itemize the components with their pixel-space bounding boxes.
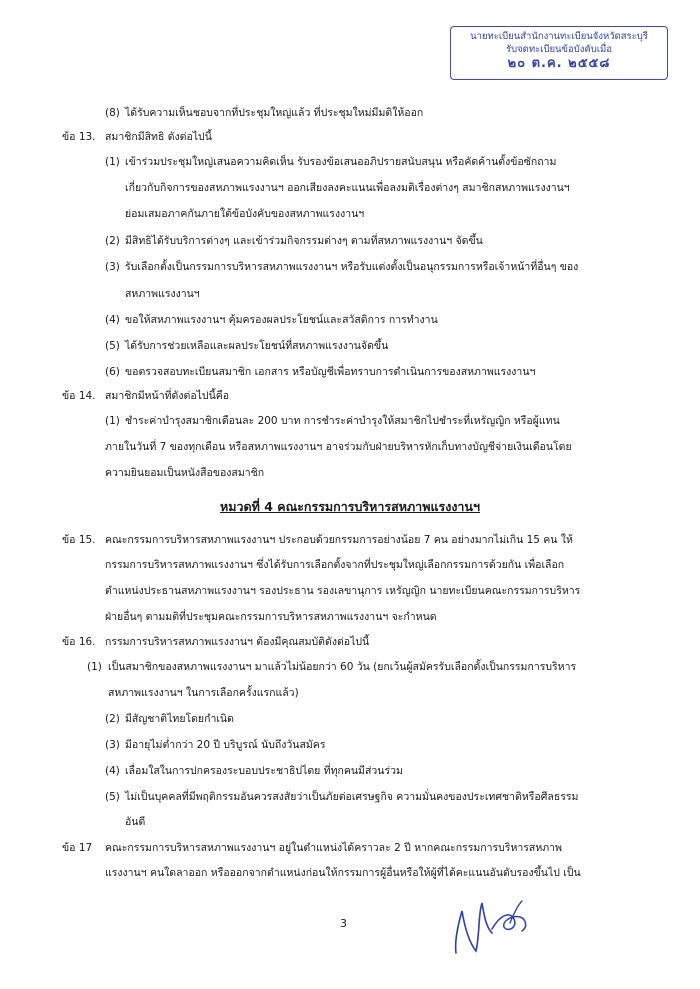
item-text: เกี่ยวกับกิจการของสหภาพแรงงานฯ ออกเสียงลงคะแนนเพื่อลงมติเรื่องต่างๆ สมาชิกสหภาพแรงงานฯ — [125, 182, 570, 194]
item-text: ได้รับความเห็นชอบจากที่ประชุมใหญ่แล้ว ที่ประชุมใหม่มีมติให้ออก — [125, 107, 424, 119]
item-number: (5) — [105, 791, 120, 803]
section-text: คณะกรรมการบริหารสหภาพแรงงานฯ ประกอบด้วยกรรมการอย่างน้อย 7 คน อย่างมากไม่เกิน 15 คน ให้ — [105, 534, 573, 546]
section-label: ข้อ 15. — [62, 534, 96, 546]
item-text: มีสัญชาติไทยโดยกำเนิด — [125, 713, 234, 725]
item-number: (2) — [105, 713, 120, 725]
section-heading: สมาชิกมีหน้าที่ดังต่อไปนี้คือ — [105, 390, 230, 402]
section-text: กรรมการบริหารสหภาพแรงงานฯ ซึ่งได้รับการเลือกตั้งจากที่ประชุมใหญ่เลือกกรรมการด้วยกัน เพื่อเลือก — [105, 559, 565, 571]
item-text: ย่อมเสมอภาคกันภายใต้ข้อบังคับของสหภาพแรงงานฯ — [125, 208, 365, 220]
item-text: ขอให้สหภาพแรงงานฯ คุ้มครองผลประโยชน์และสวัสดิการ การทำงาน — [125, 314, 438, 326]
item-text: ภายในวันที่ 7 ของทุกเดือน หรือสหภาพแรงงานฯ อาจร่วมกับฝ่ายบริหารหักเก็บทางบัญชีจ่ายเงินเดือนโดย — [105, 441, 572, 453]
section-label: ข้อ 17 — [62, 842, 93, 854]
section-heading: สมาชิกมีสิทธิ ดังต่อไปนี้ — [105, 131, 212, 143]
item-text: มีอายุไม่ต่ำกว่า 20 ปี บริบูรณ์ นับถึงวันสมัคร — [125, 739, 326, 751]
signature-scribble — [448, 893, 548, 963]
section-label: ข้อ 14. — [62, 390, 96, 402]
item-text: ความยินยอมเป็นหนังสือของสมาชิก — [105, 467, 265, 479]
item-number: (1) — [105, 156, 120, 168]
page-number: 3 — [340, 917, 347, 930]
item-number: (6) — [105, 366, 120, 378]
item-text: ขอตรวจสอบทะเบียนสมาชิก เอกสาร หรือบัญชีเพื่อทราบการดำเนินการของสหภาพแรงงานฯ — [125, 366, 536, 378]
item-text: อันดี — [125, 816, 146, 828]
item-number: (1) — [105, 415, 120, 427]
item-number: (8) — [105, 107, 120, 119]
item-number: (2) — [105, 235, 120, 247]
section-text: ฝ่ายอื่นๆ ตามมติที่ประชุมคณะกรรมการบริหารสหภาพแรงงานฯ จะกำหนด — [105, 611, 437, 623]
item-number: (3) — [105, 261, 120, 273]
chapter-title: หมวดที่ 4 คณะกรรมการบริหารสหภาพแรงงานฯ — [219, 499, 481, 514]
section-label: ข้อ 13. — [62, 131, 96, 143]
item-text: ได้รับการช่วยเหลือและผลประโยชน์ที่สหภาพแรงงานจัดขึ้น — [125, 340, 389, 352]
section-heading: กรรมการบริหารสหภาพแรงงานฯ ต้องมีคุณสมบัติดังต่อไปนี้ — [105, 636, 370, 648]
section-text: แรงงานฯ คนใดลาออก หรือออกจากตำแหน่งก่อนให้กรรมการผู้อื่นหรือให้ผู้ที่ได้คะแนนอันดับรองขึ้นไป เป็น — [105, 867, 581, 879]
item-text: เลื่อมใสในการปกครองระบอบประชาธิปไตย ที่ทุกคนมีส่วนร่วม — [125, 765, 403, 777]
section-label: ข้อ 16. — [62, 636, 96, 648]
item-text: เป็นสมาชิกของสหภาพแรงงานฯ มาแล้วไม่น้อยกว่า 60 วัน (ยกเว้นผู้สมัครรับเลือกตั้งเป็นกรรมการบริหาร — [108, 661, 577, 673]
item-text: สหภาพแรงงานฯ ในการเลือกครั้งแรกแล้ว) — [108, 687, 299, 699]
item-number: (4) — [105, 314, 120, 326]
stamp-line-1: นายทะเบียนสำนักงานทะเบียนจังหวัดสระบุรี — [470, 31, 648, 42]
registration-stamp — [450, 26, 668, 80]
stamp-line-2: รับจดทะเบียนข้อบังคับเมื่อ — [505, 44, 613, 55]
item-number: (5) — [105, 340, 120, 352]
section-text: ตำแหน่งประธานสหภาพแรงงานฯ รองประธาน รองเลขานุการ เหรัญญิก นายทะเบียนคณะกรรมการบริหาร — [105, 585, 581, 597]
item-text: มีสิทธิได้รับบริการต่างๆ และเข้าร่วมกิจกรรมต่างๆ ตามที่สหภาพแรงงานฯ จัดขึ้น — [125, 235, 483, 247]
item-text: ไม่เป็นบุคคลที่มีพฤติกรรมอันควรสงสัยว่าเป็นภัยต่อเศรษฐกิจ ความมั่นคงของประเทศชาติหรือศีลธรรม — [125, 791, 579, 803]
stamp-date: ๒๐ ต.ค. ๒๕๕๘ — [507, 56, 611, 71]
item-text: รับเลือกตั้งเป็นกรรมการบริหารสหภาพแรงงานฯ หรือรับแต่งตั้งเป็นอนุกรรมการหรือเจ้าหน้าที่อื่นๆ ของ — [125, 261, 579, 273]
item-number: (1) — [87, 661, 102, 673]
item-text: เข้าร่วมประชุมใหญ่เสนอความคิดเห็น รับรองข้อเสนออภิปรายสนับสนุน หรือคัดค้านตั้งข้อซักถาม — [125, 156, 557, 168]
section-text: คณะกรรมการบริหารสหภาพแรงงานฯ อยู่ในตำแหน่งได้คราวละ 2 ปี หากคณะกรรมการบริหารสหภาพ — [105, 842, 562, 854]
item-number: (3) — [105, 739, 120, 751]
item-number: (4) — [105, 765, 120, 777]
item-text: ชำระค่าบำรุงสมาชิกเดือนละ 200 บาท การชำระค่าบำรุงให้สมาชิกไปชำระที่เหรัญญิก หรือผู้แทน — [125, 415, 560, 427]
item-text: สหภาพแรงงานฯ — [125, 288, 200, 300]
